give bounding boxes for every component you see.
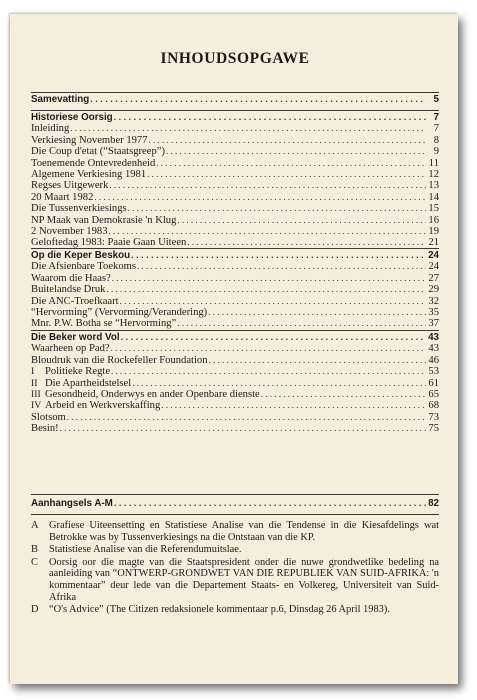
dot-leader <box>114 112 426 123</box>
appendix-item: D “O's Advice” (The Citizen redaksionele kommentaar p.6, Dinsdag 26 April 1983). <box>31 604 390 616</box>
section-die-beker-word-vol <box>31 332 439 435</box>
toc-entry: 2 November 1983 . . . 19 <box>31 226 439 237</box>
dot-leader <box>209 355 426 366</box>
dot-leader <box>149 135 426 146</box>
toc-entry: Buitelandse Druk . . . 29 <box>31 284 439 295</box>
dot-leader <box>132 378 426 389</box>
toc-entry: III Gesondheid, Onderwys en ander Openbare dienste . . . 65 <box>31 389 439 400</box>
toc-entry: Algemene Verkiesing 1981 . . . 12 <box>31 169 439 180</box>
dot-leader <box>161 400 426 411</box>
toc-entry: I Politieke Regte . . . 53 <box>31 366 439 377</box>
toc-entry: “Hervorming” (Vervorming/Verandering) . . . 35 <box>31 307 439 318</box>
divider <box>31 248 439 249</box>
appendix-item: A Grafiese Uiteensetting en Statistiese Analise van die Tendense in die Kiesafdelings wat Betrokke was by Tussenverkiesings na die Ontstaan van die KP. <box>31 520 439 543</box>
divider <box>31 514 439 515</box>
toc-entry: 20 Maart 1982 . . . 14 <box>31 192 439 203</box>
dot-leader <box>121 332 426 343</box>
dot-leader <box>208 307 426 318</box>
toc-entry: Regses Uitgewerk . . . 13 <box>31 180 439 191</box>
dot-leader <box>94 192 426 203</box>
page-content <box>31 14 439 684</box>
toc-entry: Waarheen op Pad? . . . 43 <box>31 343 439 354</box>
toc-entry: Toenemende Ontevredenheid . . . 11 <box>31 158 439 169</box>
section-op-die-keper-beskou <box>31 250 439 330</box>
toc-heading-summary: Samevatting . . . 5 <box>31 94 439 105</box>
dot-leader <box>106 284 426 295</box>
page-title: INHOUDSOPGAWE <box>160 50 310 67</box>
dot-leader <box>67 412 426 423</box>
appendix-item: C Oorsig oor die magte van die Staatspresident onder die nuwe grondwetlike bedeling na aanleiding van “ONTWERP-GRONDWET VAN DIE REPUBLIEK VAN SUID-AFRIKA: 'n kommentaar” deur lede van die Departement Staats- en Volkereg, Universiteit van Suid-Afrika <box>31 556 439 603</box>
appendices-section <box>31 498 439 509</box>
dot-leader <box>112 273 426 284</box>
appendix-list <box>31 520 439 617</box>
dot-leader <box>187 237 426 248</box>
toc-entry: II Die Apartheidstelsel . . . 61 <box>31 378 439 389</box>
toc-entry: NP Maak van Demokrasie 'n Klug . . . 16 <box>31 215 439 226</box>
toc-entry: IV Arbeid en Werkverskaffing . . . 68 <box>31 400 439 411</box>
dot-leader <box>109 180 426 191</box>
dot-leader <box>166 146 426 157</box>
dot-leader <box>114 498 426 509</box>
appendix-item: B Statistiese Analise van die Referendumuitslae. <box>31 544 242 556</box>
toc-entry: Die Tussenverkiesings . . . 15 <box>31 203 439 214</box>
dot-leader <box>156 158 426 169</box>
toc-heading: Die Beker word Vol . . . 43 <box>31 332 439 343</box>
dot-leader <box>177 215 426 226</box>
toc-entry: Geloftedag 1983: Paaie Gaan Uiteen . . . 21 <box>31 237 439 248</box>
section-historiese-oorsig <box>31 112 439 249</box>
toc-entry: Bloudruk van die Rockefeller Foundation . . . 46 <box>31 355 439 366</box>
divider <box>31 110 439 111</box>
dot-leader <box>70 123 426 134</box>
toc-entry: Besin! . . . 75 <box>31 423 439 434</box>
toc-entry: Slotsom . . . 73 <box>31 412 439 423</box>
dot-leader <box>111 343 426 354</box>
roman-numeral: II <box>31 377 38 389</box>
toc-entry: Die Afsienbare Toekoms . . . 24 <box>31 261 439 272</box>
book-page <box>10 14 458 684</box>
toc-heading-appendices: Aanhangsels A-M . . . 82 <box>31 498 439 509</box>
toc-heading: Historiese Oorsig . . . 7 <box>31 112 439 123</box>
toc-entry: Die Coup d'etat (“Staatsgreep”) . . . 9 <box>31 146 439 157</box>
dot-leader <box>131 250 426 261</box>
summary-section <box>31 94 439 105</box>
toc-entry: Inleiding . . . 7 <box>31 123 439 134</box>
toc-entry: Mnr. P.W. Botha se “Hervorming” . . . 37 <box>31 318 439 329</box>
toc-entry: Verkiesing November 1977 . . . 8 <box>31 135 439 146</box>
toc-entry: Waarom die Haas? . . . 27 <box>31 273 439 284</box>
divider <box>31 330 439 331</box>
dot-leader <box>177 318 426 329</box>
dot-leader <box>137 261 426 272</box>
dot-leader <box>60 423 426 434</box>
dot-leader <box>128 203 426 214</box>
roman-numeral: I <box>31 366 35 378</box>
dot-leader <box>111 366 426 377</box>
divider <box>31 92 439 93</box>
dot-leader <box>120 296 426 307</box>
divider <box>31 494 439 495</box>
toc-heading: Op die Keper Beskou . . . 24 <box>31 250 439 261</box>
dot-leader <box>261 389 426 400</box>
dot-leader <box>147 169 426 180</box>
roman-numeral: IV <box>31 400 42 412</box>
dot-leader <box>109 226 427 237</box>
dot-leader <box>90 94 426 105</box>
toc-entry: Die ANC-Troefkaart . . . 32 <box>31 296 439 307</box>
roman-numeral: III <box>31 388 41 400</box>
